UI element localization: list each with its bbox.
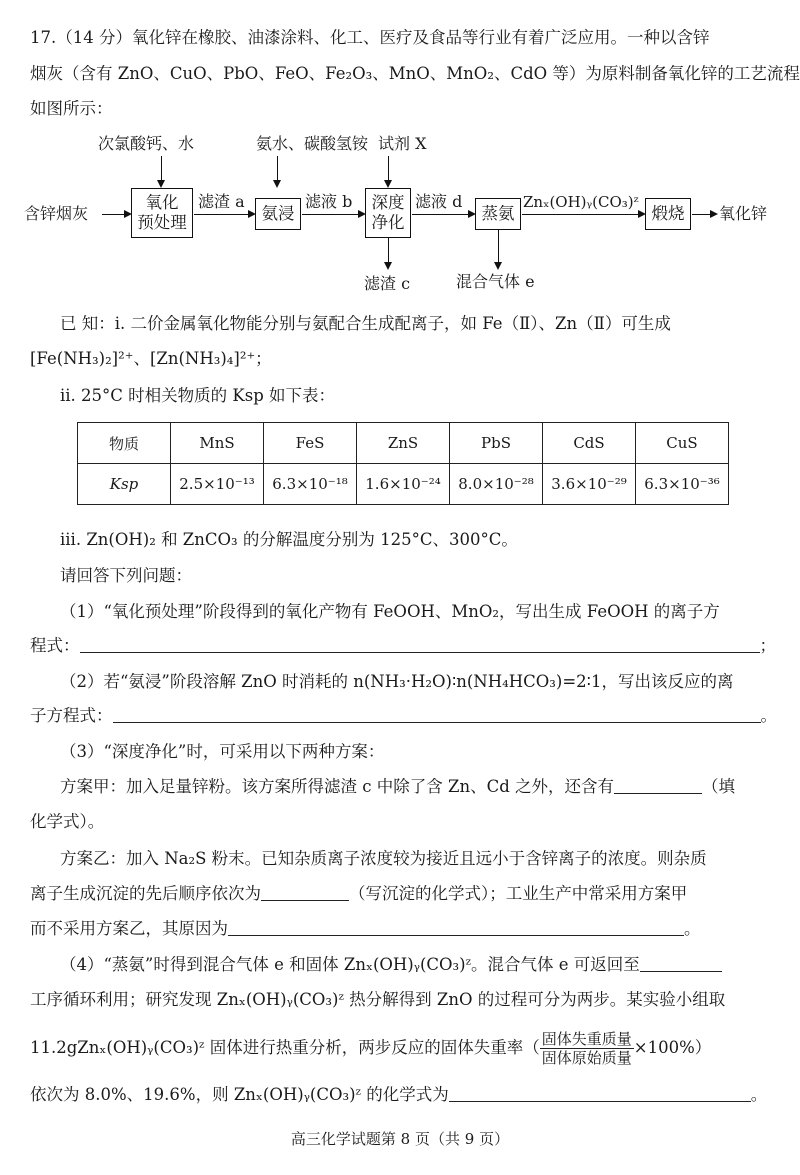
part4-text-3-end: ×100%） — [633, 1038, 712, 1057]
reagent-label-3: 试剂 X — [378, 134, 427, 153]
arrow-down-gas-e — [498, 230, 499, 268]
plan-b-end: 。 — [684, 919, 701, 938]
header-cell: ZnS — [357, 423, 450, 464]
known-ii: ⅱ. 25°C 时相关物质的 Ksp 如下表： — [60, 386, 336, 405]
value-cell: 3.6×10⁻²⁹ — [543, 464, 636, 505]
arrow-2 — [194, 214, 254, 215]
arrow-4 — [412, 214, 474, 215]
product-label: 氧化锌 — [719, 204, 768, 223]
plan-b-text-3: 而不采用方案乙，其原因为 — [30, 919, 228, 938]
part4-text-3: 11.2gZnₓ(OH)ᵧ(CO₃)ᶻ 固体进行热重分析，两步反应的固体失重率（ — [30, 1038, 540, 1057]
step-steam-ammonia-box: 蒸氨 — [475, 198, 521, 230]
plan-b-text-2: （写沉淀的化学式）；工业生产中常采用方案甲 — [349, 884, 688, 903]
part3-plan-a-line-1 — [60, 775, 735, 799]
ksp-table — [77, 422, 729, 505]
value-cell: 2.5×10⁻¹³ — [171, 464, 264, 505]
part4-line-2: 工序循环利用；研究发现 Znₓ(OH)ᵧ(CO₃)ᶻ 热分解得到 ZnO 的过程可分为两步。某实验小组取 — [30, 990, 726, 1009]
answer-blank-4[interactable] — [261, 882, 349, 901]
fraction-denominator: 固体原始质量 — [541, 1049, 632, 1067]
plan-a-text: 方案甲：加入足量锌粉。该方案所得滤渣 c 中除了含 Zn、Cd 之外，还含有 — [60, 777, 614, 796]
gas-e-label: 混合气体 e — [456, 272, 535, 291]
step-ammonia-leach-box: 氨浸 — [255, 198, 301, 230]
part2-line-2 — [30, 704, 777, 728]
answer-blank-2[interactable] — [113, 704, 761, 723]
step-deep-purify-box — [365, 188, 411, 238]
residue-c-label: 滤渣 c — [364, 274, 411, 293]
step-deep-purify-label-2: 净化 — [371, 213, 405, 232]
ksp-table-header-row — [78, 423, 729, 464]
row-label-cell: Ksp — [78, 464, 171, 505]
known-i-line-2: [Fe(NH₃)₂]²⁺、[Zn(NH₃)₄]²⁺； — [30, 349, 272, 368]
part3-plan-b-line-2 — [30, 882, 687, 906]
step-oxidation-box — [131, 188, 193, 238]
value-cell: 1.6×10⁻²⁴ — [357, 464, 450, 505]
start-material: 含锌烟灰 — [24, 204, 89, 223]
part3-intro: （3）“深度净化”时，可采用以下两种方案： — [60, 742, 385, 761]
arrow-5 — [522, 214, 644, 215]
part1-line-1: （1）“氧化预处理”阶段得到的氧化产物有 FeOOH、MnO₂，写出生成 FeOOH 的离子方 — [60, 602, 720, 621]
plan-b-text-1: 离子生成沉淀的先后顺序依次为 — [30, 884, 261, 903]
part3-plan-a-line-2: 化学式）。 — [30, 812, 105, 831]
answer-blank-1[interactable] — [80, 634, 760, 653]
arrow-3 — [302, 214, 364, 215]
arrow-down-residue-c — [388, 238, 389, 268]
step-deep-purify-label-1: 深度 — [371, 193, 405, 212]
part4-text-4: 依次为 8.0%、19.6%，则 Znₓ(OH)ᵧ(CO₃)ᶻ 的化学式为 — [30, 1085, 449, 1104]
value-cell: 8.0×10⁻²⁸ — [450, 464, 543, 505]
question-intro-line-2: 烟灰（含有 ZnO、CuO、PbO、FeO、Fe₂O₃、MnO、MnO₂、CdO 等）为原料制备氧化锌的工艺流程 — [30, 64, 800, 83]
arrow-down-1 — [161, 156, 162, 186]
arrow-1 — [102, 214, 130, 215]
part1-line-2 — [30, 634, 776, 658]
fraction-numerator: 固体失重质量 — [541, 1030, 632, 1048]
part4-line-4 — [30, 1083, 767, 1107]
filtrate-d-label: 滤液 d — [415, 192, 463, 211]
part2-prefix: 子方程式： — [30, 706, 113, 725]
header-cell: PbS — [450, 423, 543, 464]
header-cell: FeS — [264, 423, 357, 464]
question-intro-line-3: 如图所示： — [30, 99, 113, 118]
part4-text-1: （4）“蒸氨”时得到混合气体 e 和固体 Znₓ(OH)ᵧ(CO₃)ᶻ。混合气体 e 可返回至 — [60, 955, 640, 974]
part2-end: 。 — [760, 706, 777, 725]
mass-loss-fraction — [540, 1030, 634, 1067]
arrow-down-2 — [277, 156, 278, 186]
arrow-down-3 — [388, 156, 389, 186]
reagent-label-1: 次氯酸钙、水 — [98, 134, 195, 153]
ksp-table-value-row — [78, 464, 729, 505]
known-iii: iii. Zn(OH)₂ 和 ZnCO₃ 的分解温度分别为 125°C、300°C。 — [60, 530, 518, 549]
arrow-6 — [692, 214, 716, 215]
value-cell: 6.3×10⁻¹⁸ — [264, 464, 357, 505]
part4-line-3 — [30, 1030, 711, 1067]
header-cell: CuS — [636, 423, 729, 464]
step-oxidation-label-1: 氧化 — [145, 193, 179, 212]
plan-a-end: （填 — [702, 777, 735, 796]
header-cell: MnS — [171, 423, 264, 464]
process-flow-diagram — [0, 128, 800, 298]
answer-blank-7[interactable] — [449, 1083, 751, 1102]
header-cell: CdS — [543, 423, 636, 464]
step-oxidation-label-2: 预处理 — [137, 213, 187, 232]
part1-end: ； — [759, 636, 776, 655]
basic-zinc-carbonate-label: Znₓ(OH)ᵧ(CO₃)ᶻ — [523, 193, 639, 211]
part4-line-1 — [60, 953, 722, 977]
ask-line: 请回答下列问题： — [60, 566, 192, 585]
part4-end: 。 — [750, 1085, 768, 1104]
answer-blank-3[interactable] — [614, 775, 702, 794]
part3-plan-b-line-1: 方案乙：加入 Na₂S 粉末。已知杂质离子浓度较为接近且远小于含锌离子的浓度。则杂质 — [60, 849, 707, 868]
answer-blank-5[interactable] — [228, 917, 684, 936]
filtrate-b-label: 滤液 b — [305, 192, 353, 211]
part1-prefix: 程式： — [30, 636, 80, 655]
known-i-line-1: 已 知：i. 二价金属氧化物能分别与氨配合生成配离子，如 Fe（Ⅱ）、Zn（Ⅱ）可生成 — [60, 314, 671, 333]
answer-blank-6[interactable] — [640, 953, 722, 972]
page-footer: 高三化学试题第 8 页（共 9 页） — [290, 1130, 510, 1148]
header-cell: 物质 — [78, 423, 171, 464]
part3-plan-b-line-3 — [30, 917, 701, 941]
value-cell: 6.3×10⁻³⁶ — [636, 464, 729, 505]
residue-a-label: 滤渣 a — [198, 192, 245, 211]
question-intro-line-1: 17.（14 分）氧化锌在橡胶、油漆涂料、化工、医疗及食品等行业有着广泛应用。一种以含锌 — [30, 28, 710, 47]
part2-line-1: （2）若“氨浸”阶段溶解 ZnO 时消耗的 n(NH₃·H₂O)∶n(NH₄HCO₃)=2∶1，写出该反应的离 — [60, 672, 734, 691]
step-calcine-box: 煅烧 — [645, 198, 691, 230]
reagent-label-2: 氨水、碳酸氢铵 — [256, 134, 369, 153]
